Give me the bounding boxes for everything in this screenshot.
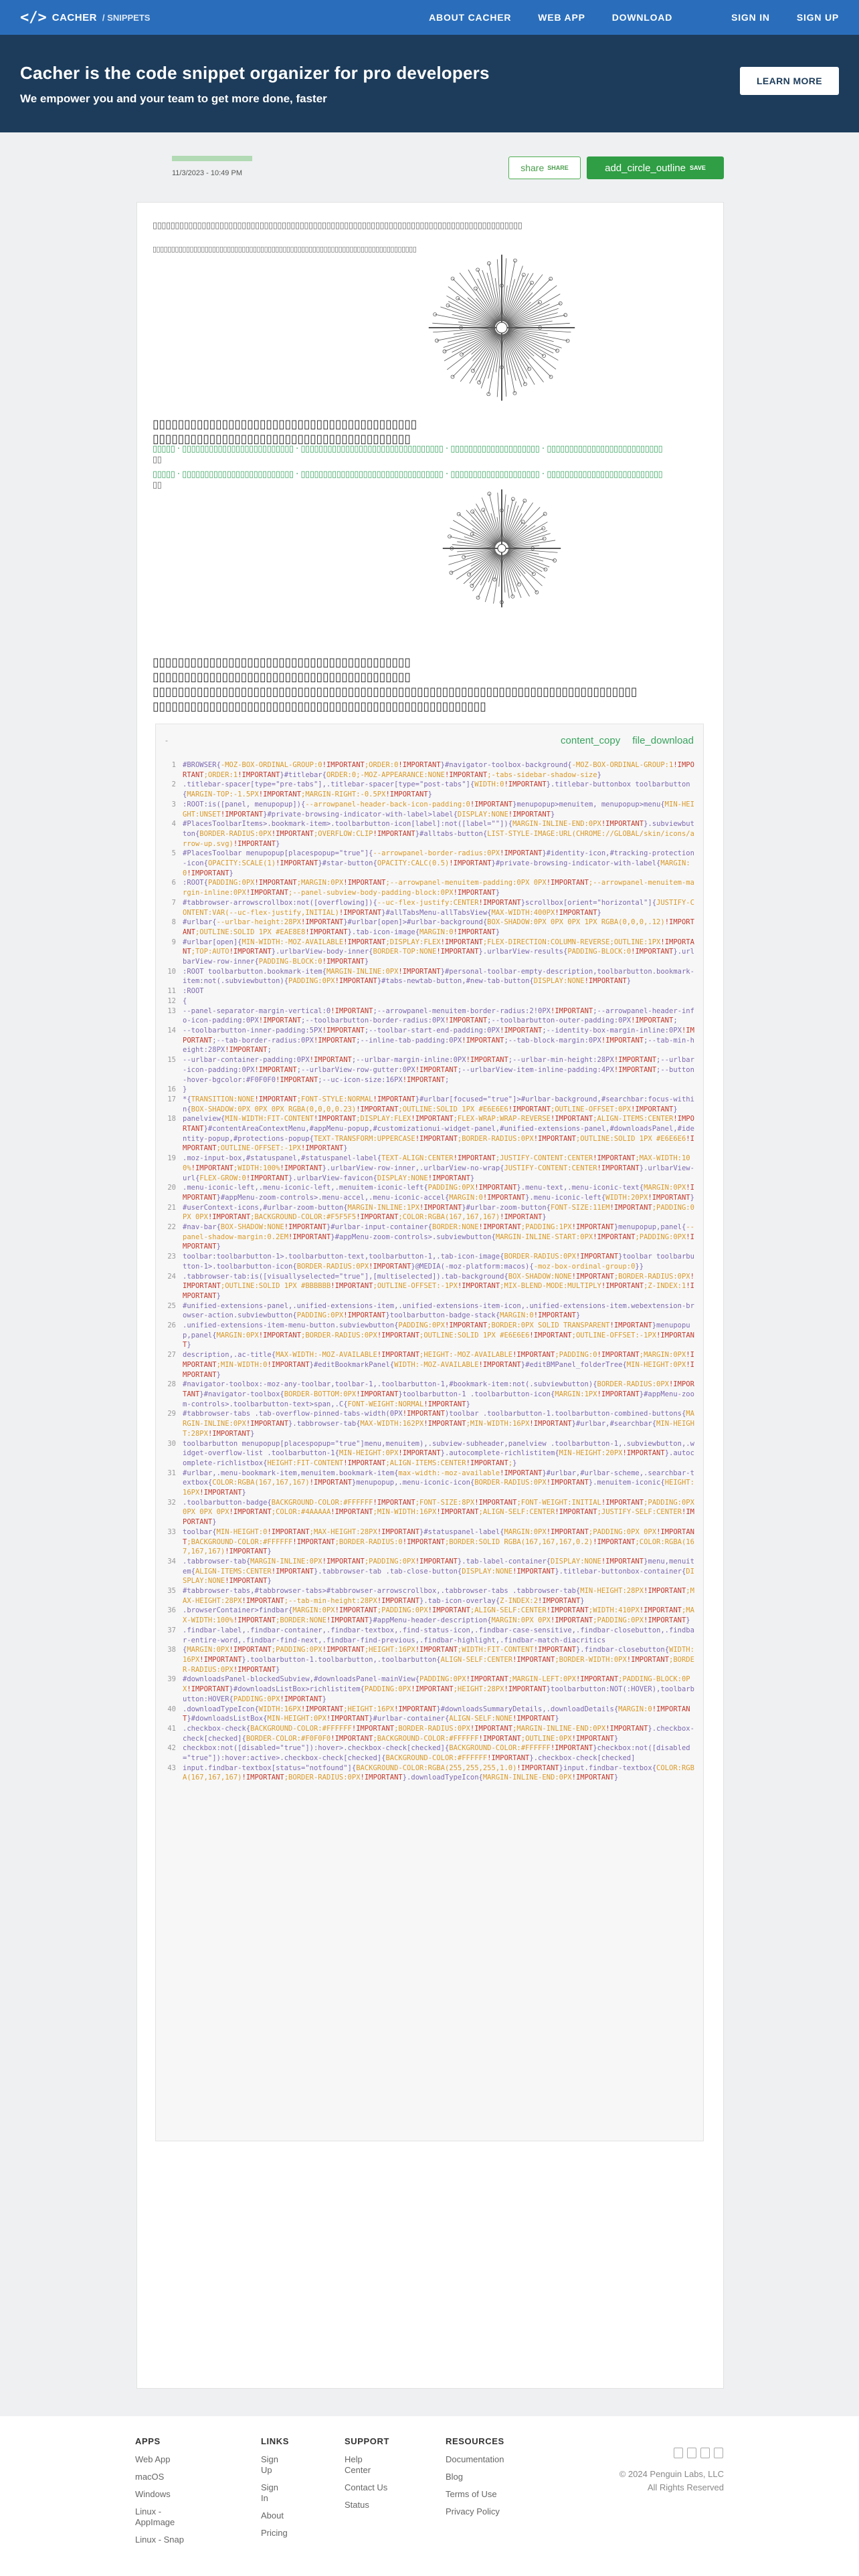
nav-link-sign-in[interactable]: SIGN IN (731, 12, 770, 23)
line-number: 21 (167, 1203, 176, 1212)
radial-spoke (508, 331, 559, 360)
radial-spoke (503, 261, 515, 322)
rights-text: All Rights Reserved (647, 2482, 724, 2492)
code-line (156, 819, 703, 849)
radial-spoke (497, 259, 501, 321)
share-icon: share (520, 163, 545, 173)
code-line (156, 918, 703, 937)
line-number: 43 (167, 1763, 176, 1772)
line-number: 12 (167, 996, 176, 1005)
radial-spoke (444, 331, 496, 361)
radial-node (468, 573, 471, 576)
radial-spoke (504, 554, 521, 598)
line-number: 29 (167, 1410, 176, 1418)
code-text: .tabbrowser-tab{MARGIN-INLINE:0PX!IMPORTANT;PADDING:0PX!IMPORTANT}.tab-label-container{DISPLAY:NONE!IMPORTANT}menu,menuitem{ALIGN-ITEMS:CENTER!IMPORTANT}.tabbrowser-tab .tab-close-button{DISPLAY:NONE!IMPORTANT}.titlebar-buttonbox-container{DISPLAY:NONE!IMPORTANT} (183, 1557, 694, 1586)
code-text: #PlacesToolbar menupopup[placespopup="true"]{--arrowpanel-border-radius:0PX!IMPORTANT}#identity-icon,#tracking-protection-icon{OPACITY:SCALE(1)!IMPORTANT}#star-button{OPACITY:CALC(0.5)!IMPORTANT}#private-browsing-indicator-with-label{MARGIN:0!IMPORTANT} (183, 849, 694, 877)
radial-spoke (508, 552, 543, 572)
radial-spoke (508, 315, 565, 326)
code-text: toolbar{MIN-HEIGHT:0!IMPORTANT;MAX-HEIGHT:28PX!IMPORTANT}#statuspanel-label{MARGIN:0PX!IMPORTANT;PADDING:0PX 0PX!IMPORTANT;BACKGROUND-COLOR:#FFFFFF!IMPORTANT;BORDER-RADIUS:0!IMPORTANT;BORDER:SOLID RGBA(167,167,167,0.2)!IMPORTANT;COLOR:RGBA(167,167,167)!IMPORTANT} (183, 1527, 694, 1556)
code-line (156, 800, 703, 819)
code-text: :ROOT toolbarbutton.bookmark-item{MARGIN-INLINE:0PX!IMPORTANT}#personal-toolbar-empty-description,toolbarbutton.bookmark-item:not(.subviewbutton){PADDING:0PX!IMPORTANT}#tabs-newtab-button,#new-tab-button{DISPLAY:NONE!IMPORTANT} (183, 967, 694, 986)
download-icon[interactable]: file_download (632, 734, 694, 746)
radial-node (457, 512, 460, 516)
glyph-line: ▯▯ (153, 455, 162, 465)
footer-heading: RESOURCES (446, 2436, 504, 2446)
radial-node (556, 349, 559, 352)
code-line (156, 1095, 703, 1114)
copyright (619, 2468, 724, 2494)
radial-spoke (468, 270, 498, 322)
footer-link-documentation[interactable]: Documentation (446, 2454, 504, 2464)
code-line (156, 1557, 703, 1586)
line-number: 27 (167, 1351, 176, 1360)
code-line (156, 967, 703, 986)
section-glyph-line: ▯▯▯▯▯▯▯▯▯▯▯▯▯▯▯▯▯▯▯▯▯▯▯▯▯▯▯▯▯▯▯▯▯▯▯▯▯▯▯▯▯▯▯▯▯▯▯▯▯▯▯▯▯ (153, 700, 486, 714)
radial-node (549, 277, 553, 280)
line-number: 11 (167, 987, 176, 996)
line-number: 22 (167, 1223, 176, 1232)
code-line (156, 986, 703, 996)
line-number: 1 (171, 761, 176, 769)
code-text: #nav-bar{BOX-SHADOW:NONE!IMPORTANT}#urlbar-input-container{BORDER:NONE!IMPORTANT;PADDING:1PX!IMPORTANT}menupopup,panel{--panel-shadow-margin:0.2EM!IMPORTANT}#appMenu-zoom-controls>.subviewbutton{MARGIN-INLINE-START:0PX!IMPORTANT;PADDING:0PX!IMPORTANT} (183, 1223, 694, 1251)
radial-node (471, 369, 474, 372)
line-number: 24 (167, 1272, 176, 1281)
code-line (156, 996, 703, 1006)
code-text: { (183, 996, 187, 1005)
line-number: 5 (171, 849, 176, 858)
snippet-meta (172, 156, 252, 179)
code-text: {MARGIN:0PX!IMPORTANT;PADDING:0PX!IMPORTANT;HEIGHT:16PX!IMPORTANT;WIDTH:FIT-CONTENT!IMPORTANT}.findbar-closebutton{WIDTH:16PX!IMPORTANT}.toolbarbutton-1.toolbarbutton,.toolbarbutton{ALIGN-SELF:CENTER!IMPORTANT;BORDER-WIDTH:0PX!IMPORTANT;BORDER-RADIUS:0PX!IMPORTANT} (183, 1646, 694, 1674)
line-number: 8 (171, 918, 176, 927)
radial-node (535, 591, 539, 594)
radial-spoke (508, 323, 570, 327)
radial-spoke (482, 498, 499, 542)
radial-node (542, 526, 545, 530)
code-text: panelview{MIN-WIDTH:FIT-CONTENT!IMPORTANT;DISPLAY:FLEX!IMPORTANT;FLEX-WRAP:WRAP-REVERSE!IMPORTANT;ALIGN-ITEMS:CENTER!IMPORTANT}#contentAreaContextMenu,#appMenu-popup,#customizationui-widget-panel,#unified-extensions-panel,#downloadsPanel,#identity-popup,#protections-popup{TEXT-TRANSFORM:UPPERCASE!IMPORTANT;BORDER-RADIUS:0PX!IMPORTANT;OUTLINE:SOLID 1PX #E6E6E6!IMPORTANT;OUTLINE-OFFSET:-1PX!IMPORTANT} (183, 1115, 694, 1153)
code-text: input.findbar-textbox[status="notfound"]{BACKGROUND-COLOR:RGBA(255,255,255,1.0)!IMPORTANT}input.findbar-textbox{COLOR:RGBA(167,167,167)!IMPORTANT;BORDER-RADIUS:0PX!IMPORTANT}.downloadTypeIcon{MARGIN-INLINE-END:0PX!IMPORTANT} (183, 1763, 694, 1782)
save-button-label: SAVE (690, 165, 706, 171)
line-number: 20 (167, 1184, 176, 1192)
radial-spoke (447, 332, 496, 370)
line-number: 6 (171, 879, 176, 887)
code-line (156, 1626, 703, 1645)
footer-links-column (261, 2416, 289, 2545)
code-text: #urlbar{--urlbar-height:28PX!IMPORTANT}#urlbar[open]>#urlbar-background{BOX-SHADOW:0PX 0PX 0PX 1PX RGBA(0,0,0,.12)!IMPORTANT;OUTLINE:SOLID 1PX #EAE8E8!IMPORTANT}.tab-icon-image{MARGIN:0!IMPORTANT} (183, 918, 694, 936)
code-text: .moz-input-box,#statuspanel,#statuspanel-label{TEXT-ALIGN:CENTER!IMPORTANT;JUSTIFY-CONTENT:CENTER!IMPORTANT;MAX-WIDTH:100%!IMPORTANT;WIDTH:100%!IMPORTANT}.urlbarView-row-inner,.urlbarView-no-wrap{JUSTIFY-CONTENT:CENTER!IMPORTANT}.urlbarView-url{FLEX-GROW:0!IMPORTANT}.urlbarView-favicon{DISPLAY:NONE!IMPORTANT} (183, 1154, 694, 1182)
code-text: #tabbrowser-arrowscrollbox:not([overflowing]){--uc-flex-justify:CENTER!IMPORTANT}scrollbox[orient="horizontal"]{JUSTIFY-CONTENT:VAR(--uc-flex-justify,INITIAL)!IMPORTANT}#allTabsMenu-allTabsView{MAX-WIDTH:400PX!IMPORTANT} (183, 898, 694, 917)
footer-link-status[interactable]: Status (345, 2500, 369, 2510)
radial-spoke (502, 258, 506, 321)
footer-resources-column (446, 2416, 504, 2524)
radial-spoke (472, 528, 496, 544)
code-line (156, 1586, 703, 1606)
footer-link-terms[interactable]: Terms of Use (446, 2489, 497, 2499)
nav-link-sign-up[interactable]: SIGN UP (796, 12, 839, 23)
line-number: 14 (167, 1026, 176, 1035)
glyph-line: ▯▯ (153, 480, 162, 490)
footer-apps-column (135, 2416, 189, 2552)
snippet-author-link[interactable] (172, 156, 252, 161)
code-block-header (156, 724, 703, 756)
radial-node (544, 568, 547, 571)
code-text: toolbar:toolbarbutton-1>.toolbarbutton-text,toolbarbutton-1,.tab-icon-image{BORDER-RADIUS:0PX!IMPORTANT}toolbar toolbarbutton-1>.toolbarbutton-icon{BORDER-RADIUS:0PX!IMPORTANT}@MEDIA(-moz-platform:macos){-moz-box-ordinal-group:0}} (183, 1253, 694, 1271)
code-text: #userContext-icons,#urlbar-zoom-button{MARGIN-INLINE:1PX!IMPORTANT}#urlbar-zoom-button{FONT-SIZE:11EM!IMPORTANT;PADDING:0PX 0PX!IMPORTANT;BACKGROUND-COLOR:#F5F5F5!IMPORTANT;COLOR:RGBA(167,167,167)!IMPORTANT} (183, 1203, 694, 1222)
code-text: #tabbrowser-tabs .tab-overflow-pinned-tabs-width(0PX!IMPORTANT)toolbar .toolbarbutton-1.toolbarbutton-combined-buttons{MARGIN-INLINE:0PX!IMPORTANT}.tabbrowser-tab{MAX-WIDTH:162PX!IMPORTANT;MIN-WIDTH:16PX!IMPORTANT}#urlbar,#searchbar{MIN-HEIGHT:28PX!IMPORTANT} (183, 1410, 694, 1438)
section-glyph-line: ▯▯▯▯▯▯▯▯▯▯▯▯▯▯▯▯▯▯▯▯▯▯▯▯▯▯▯▯▯▯▯▯▯▯▯▯▯▯▯▯▯ (153, 670, 411, 684)
radial-diagram-image (428, 254, 575, 401)
line-number: 33 (167, 1527, 176, 1536)
radial-spoke (508, 329, 568, 341)
twitter-icon[interactable] (687, 2448, 696, 2458)
code-text: } (183, 1085, 187, 1094)
code-text: --urlbar-container-padding:0PX!IMPORTANT;--urlbar-margin-inline:0PX!IMPORTANT;--urlbar-min-height:28PX!IMPORTANT;--urlbar-icon-padding:0PX!IMPORTANT;--urlbarView-row-gutter:0PX!IMPORTANT;--urlbarView-item-inline-padding:4PX!IMPORTANT;--button-hover-bgcolor:#F0F0F0!IMPORTANT;--uc-icon-size:16PX!IMPORTANT; (183, 1056, 694, 1084)
code-line (156, 1439, 703, 1469)
radial-spoke (437, 329, 495, 340)
code-line (156, 1006, 703, 1026)
footer-link-macos[interactable]: macOS (135, 2472, 165, 2482)
radial-spoke (476, 288, 498, 322)
code-line (156, 1026, 703, 1055)
description-glyph-line: ▯▯▯▯▯▯▯▯▯▯▯▯▯▯▯▯▯▯▯▯▯▯▯▯▯▯▯▯▯▯▯▯▯▯▯▯▯▯▯▯▯▯▯▯▯▯▯▯▯▯▯▯▯▯▯▯▯▯▯▯▯▯▯▯▯▯▯▯▯▯▯▯▯▯▯▯▯▯▯▯▯▯▯ (153, 221, 522, 231)
radial-spoke (508, 294, 561, 324)
line-number: 23 (167, 1253, 176, 1261)
social-links (674, 2448, 723, 2458)
line-number: 2 (171, 780, 176, 789)
code-line (156, 1469, 703, 1498)
section-glyph-line: ▯▯▯▯▯▯▯▯▯▯▯▯▯▯▯▯▯▯▯▯▯▯▯▯▯▯▯▯▯▯▯▯▯▯▯▯▯▯▯▯▯ (153, 432, 411, 446)
footer-link-pricing[interactable]: Pricing (261, 2528, 288, 2538)
line-number: 28 (167, 1380, 176, 1389)
line-number: 9 (171, 938, 176, 946)
code-text: *{TRANSITION:NONE!IMPORTANT;FONT-STYLE:NORMAL!IMPORTANT}#urlbar[focused="true"]>#urlbar-background,#searchbar:focus-within{BOX-SHADOW:0PX 0PX 0PX RGBA(0,0,0,0.23)!IMPORTANT;OUTLINE:SOLID 1PX #E6E6E6!IMPORTANT;OUTLINE-OFFSET:0PX!IMPORTANT} (183, 1095, 694, 1113)
share-button-label: SHARE (547, 165, 569, 171)
radial-diagram-image (442, 488, 562, 609)
line-number: 39 (167, 1675, 176, 1684)
footer-heading: SUPPORT (345, 2436, 390, 2446)
nav-link-about[interactable]: ABOUT CACHER (429, 12, 512, 23)
code-line (156, 849, 703, 878)
line-number: 40 (167, 1705, 176, 1713)
brand-name: CACHER (52, 11, 97, 23)
radial-node (470, 532, 474, 536)
radial-node (517, 582, 520, 586)
radial-spoke (435, 314, 495, 326)
code-text: toolbarbutton menupopup[placespopup="true"]menu,menuitem),.subview-subheader,panelview .toolbarbutton-1,.subviewbutton,.widget-overflow-list .toolbarbutton-1{MIN-HEIGHT:0PX!IMPORTANT}.autocomplete-richlistitem{MIN-HEIGHT:20PX!IMPORTANT}.autocomplete-richlistbox{HEIGHT:FIT-CONTENT!IMPORTANT;ALIGN-ITEMS:CENTER!IMPORTANT;} (183, 1439, 694, 1467)
line-number: 35 (167, 1587, 176, 1596)
code-line (156, 938, 703, 967)
radial-node (539, 300, 542, 304)
radial-spoke (432, 323, 495, 327)
code-line (156, 1301, 703, 1321)
radial-spoke (470, 334, 498, 384)
code-text: :ROOT (183, 987, 204, 996)
line-number: 26 (167, 1321, 176, 1330)
line-number: 17 (167, 1095, 176, 1103)
copy-icon[interactable]: content_copy (561, 734, 621, 746)
code-line (156, 1606, 703, 1625)
line-number: 37 (167, 1626, 176, 1634)
line-number: 42 (167, 1744, 176, 1753)
glyph-link-line[interactable]: ▯▯▯▯▯ · ▯▯▯▯▯▯▯▯▯▯▯▯▯▯▯▯▯▯▯▯▯▯▯▯▯ · ▯▯▯▯▯▯▯▯▯▯▯▯▯▯▯▯▯▯▯▯▯▯▯▯▯▯▯▯▯▯▯▯ · ▯▯▯▯▯▯▯▯▯▯▯▯▯▯▯▯▯▯▯▯ · ▯▯▯▯▯▯▯▯▯▯▯▯▯▯▯▯▯▯▯▯▯▯▯▯▯▯ (153, 469, 663, 479)
code-line (156, 1527, 703, 1557)
code-line (156, 780, 703, 799)
github-icon[interactable] (700, 2448, 710, 2458)
code-text: --toolbarbutton-inner-padding:5PX!IMPORTANT;--toolbar-start-end-padding:0PX!IMPORTANT;--identity-box-margin-inline:0PX!IMPORTANT;--tab-border-radius:0PX!IMPORTANT;--inline-tab-padding:0PX!IMPORTANT;--tab-block-margin:0PX!IMPORTANT;--tab-min-height:28PX!IMPORTANT; (183, 1026, 694, 1055)
radial-spoke (507, 286, 557, 324)
top-nav (0, 0, 859, 35)
code-line (156, 1675, 703, 1704)
code-line (156, 1154, 703, 1183)
radial-spoke (450, 528, 496, 546)
line-number: 16 (167, 1085, 176, 1094)
code-line (156, 1183, 703, 1202)
code-text: #unified-extensions-panel,.unified-extensions-item,.unified-extensions-item-icon,.unified-extensions-item.webextension-browser-action.subviewbutton{PADDING:0PX!IMPORTANT}toolbarbutton-badge-stack{MARGIN:0!IMPORTANT} (183, 1301, 694, 1320)
radial-spoke (505, 334, 535, 385)
line-number: 15 (167, 1056, 176, 1065)
description-glyph-line: ▯▯▯▯▯▯▯▯▯▯▯▯▯▯▯▯▯▯▯▯▯▯▯▯▯▯▯▯▯▯▯▯▯▯▯▯▯▯▯▯▯▯▯▯▯▯▯▯▯▯▯▯▯▯▯▯▯▯▯▯▯▯▯▯▯▯▯▯▯▯▯ (153, 245, 417, 253)
line-number: 34 (167, 1557, 176, 1566)
section-glyph-line: ▯▯▯▯▯▯▯▯▯▯▯▯▯▯▯▯▯▯▯▯▯▯▯▯▯▯▯▯▯▯▯▯▯▯▯▯▯▯▯▯▯ (153, 655, 411, 669)
code-line (156, 898, 703, 918)
code-text: description,.ac-title{MAX-WIDTH:-MOZ-AVAILABLE!IMPORTANT;HEIGHT:-MOZ-AVAILABLE!IMPORTANT;PADDING:0!IMPORTANT;MARGIN:0PX!IMPORTANT;MIN-WIDTH:0!IMPORTANT}#editBookmarkPanel{WIDTH:-MOZ-AVAILABLE!IMPORTANT}#editBMPanel_folderTree{MIN-HEIGHT:0PX!IMPORTANT} (183, 1351, 694, 1379)
code-text: #BROWSER{-MOZ-BOX-ORDINAL-GROUP:0!IMPORTANT;ORDER:0!IMPORTANT}#navigator-toolbox-background{-MOZ-BOX-ORDINAL-GROUP:1!IMPORTANT;ORDER:1!IMPORTANT}#titlebar{ORDER:0;-MOZ-APPEARANCE:NONE!IMPORTANT;-tabs-sidebar-shadow-size} (183, 761, 694, 779)
footer-link-privacy[interactable]: Privacy Policy (446, 2506, 500, 2516)
radial-node (521, 520, 524, 524)
code-line (156, 1498, 703, 1527)
footer-heading: LINKS (261, 2436, 289, 2446)
code-text: #downloadsPanel-blockedSubview,#downloadsPanel-mainView{PADDING:0PX!IMPORTANT;MARGIN-LEFT:0PX!IMPORTANT;PADDING-BLOCK:0PX!IMPORTANT}#downloadsListBox>richlistitem{PADDING:0PX!IMPORTANT;HEIGHT:28PX!IMPORTANT}toolbarbutton:NOT(:HOVER),toolbarbutton:HOVER{PADDING:0PX!IMPORTANT} (183, 1675, 694, 1703)
nav-link-download[interactable]: DOWNLOAD (611, 12, 673, 23)
code-text: --panel-separator-margin-vertical:0!IMPORTANT;--arrowpanel-menuitem-border-radius:2!0PX!IMPORTANT;--arrowpanel-header-info-icon-padding:0PX!IMPORTANT;--toolbarbutton-border-radius:0PX!IMPORTANT;--toolbarbutton-outer-padding:0PX!IMPORTANT; (183, 1006, 694, 1025)
code-text: .menu-iconic-left,.menu-iconic-left,.menuitem-iconic-left{PADDING:0PX!IMPORTANT}.menu-text,.menu-iconic-text{MARGIN:0PX!IMPORTANT}#appMenu-zoom-controls>.menu-accel,.menu-iconic-accel{MARGIN:0!IMPORTANT}.menu-iconic-left{WIDTH:20PX!IMPORTANT} (183, 1184, 694, 1202)
code-text: .checkbox-check{BACKGROUND-COLOR:#FFFFFF!IMPORTANT;BORDER-RADIUS:0PX!IMPORTANT;MARGIN-INLINE-END:0PX!IMPORTANT}.checkbox-check[checked]{BORDER-COLOR:#F0F0F0!IMPORTANT;BACKGROUND-COLOR:#FFFFFF!IMPORTANT;OUTLINE:0PX!IMPORTANT} (183, 1724, 694, 1743)
code-line (156, 1380, 703, 1409)
line-number: 36 (167, 1606, 176, 1615)
footer (0, 2416, 859, 2576)
learn-more-button[interactable]: LEARN MORE (740, 67, 839, 95)
footer-link-windows[interactable]: Windows (135, 2489, 171, 2499)
footer-heading: APPS (135, 2436, 161, 2446)
copyright-text: © 2024 Penguin Labs, LLC (619, 2469, 724, 2479)
radial-spoke (460, 273, 498, 322)
line-number: 32 (167, 1498, 176, 1507)
code-line (156, 1252, 703, 1271)
line-number: 18 (167, 1115, 176, 1123)
footer-support-column (345, 2416, 389, 2517)
code-lines (156, 760, 703, 1783)
hero-subtitle: We empower you and your team to get more done, faster (20, 92, 327, 105)
radial-spoke (503, 334, 515, 393)
line-number: 25 (167, 1301, 176, 1310)
footer-link-sign-in[interactable]: Sign In (261, 2482, 279, 2503)
code-brackets-icon: </> (20, 9, 47, 26)
save-snippet-button[interactable] (587, 156, 724, 179)
footer-link-contact-us[interactable]: Contact Us (345, 2482, 388, 2492)
code-line (156, 1055, 703, 1085)
code-line (156, 1743, 703, 1763)
code-text: .tabbrowser-tab:is([visuallyselected="true"],[multiselected]).tab-background{BOX-SHADOW:NONE!IMPORTANT;BORDER-RADIUS:0PX!IMPORTANT;OUTLINE:SOLID 1PX #BBBBBB!IMPORTANT;OUTLINE-OFFSET:-1PX!IMPORTANT;MIX-BLEND-MODE:MULTIPLY!IMPORTANT;Z-INDEX:1!IMPORTANT} (183, 1272, 694, 1300)
line-number: 30 (167, 1439, 176, 1448)
code-line (156, 1272, 703, 1301)
facebook-icon[interactable] (674, 2448, 683, 2458)
line-number: 4 (171, 820, 176, 829)
radial-node (522, 273, 525, 276)
line-number: 31 (167, 1469, 176, 1477)
code-line (156, 1114, 703, 1154)
line-number: 3 (171, 800, 176, 809)
line-number: 10 (167, 967, 176, 976)
code-text: :ROOT{PADDING:0PX!IMPORTANT;MARGIN:0PX!IMPORTANT;--arrowpanel-menuitem-padding:0PX 0PX!IMPORTANT;--arrowpanel-menuitem-margin-inline:0PX!IMPORTANT;--panel-subview-body-padding-block:0PX!IMPORTANT} (183, 879, 694, 897)
code-text: .unified-extensions-item-menu-button.subviewbutton{PADDING:0PX!IMPORTANT;BORDER:0PX SOLID TRANSPARENT!IMPORTANT}menupopup,panel{MARGIN:0PX!IMPORTANT;BORDER-RADIUS:0PX!IMPORTANT;OUTLINE:SOLID 1PX #E6E6E6!IMPORTANT;OUTLINE-OFFSET:-1PX!IMPORTANT} (183, 1321, 694, 1350)
code-text: .findbar-label,.findbar-container,.findbar-textbox,.find-status-icon,.findbar-case-sensitive,.findbar-closebutton,.findbar-entire-word,.findbar-find-next,.findbar-find-previous,.findbar-highlight,.findbar-match-diacritics (183, 1626, 694, 1644)
code-text: checkbox:not([disabled="true"]):hover>.checkbox-check[checked]{BACKGROUND-COLOR:#FFFFFF!IMPORTANT}checkbox:not([disabled="true"]):hover:active>.checkbox-check[checked]{BACKGROUND-COLOR:#FFFFFF!IMPORTANT}.checkbox-check[checked] (183, 1744, 690, 1763)
code-line (156, 1085, 703, 1095)
code-text: .downloadTypeIcon{WIDTH:16PX!IMPORTANT;HEIGHT:16PX!IMPORTANT}#downloadsSummaryDetails,.downloadDetails{MARGIN:0!IMPORTANT}#downloadsListBox{MIN-HEIGHT:0PX!IMPORTANT}#urlbar-container{ALIGN-SELF:NONE!IMPORTANT} (183, 1705, 690, 1723)
code-text: .toolbarbutton-badge{BACKGROUND-COLOR:#FFFFFF!IMPORTANT;FONT-SIZE:8PX!IMPORTANT;FONT-WEIGHT:INITIAL!IMPORTANT;PADDING:0PX 0PX 0PX 0PX!IMPORTANT;COLOR:#4AAAAA!IMPORTANT;MIN-WIDTH:16PX!IMPORTANT;ALIGN-SELF:CENTER!IMPORTANT;JUSTIFY-SELF:CENTER!IMPORTANT} (183, 1498, 694, 1527)
code-text: .titlebar-spacer[type="pre-tabs"],.titlebar-spacer[type="post-tabs"]{WIDTH:0!IMPORTANT}.titlebar-buttonbox toolbarbutton{MARGIN-TOP:-1.5PX!IMPORTANT;MARGIN-RIGHT:-0.5PX!IMPORTANT} (183, 780, 690, 799)
code-line (156, 1222, 703, 1252)
code-text: #urlbar,.menu-bookmark-item,menuitem.bookmark-item{max-width:-moz-available!IMPORTANT}#urlbar,#urlbar-scheme,.searchbar-textbox{COLOR:RGBA(167,167,167)!IMPORTANT}menupopup,.menu-iconic-icon{BORDER-RADIUS:0PX!IMPORTANT}.menuitem-iconic{HEIGHT:16PX!IMPORTANT} (183, 1469, 694, 1497)
line-number: 19 (167, 1154, 176, 1163)
hero-title: Cacher is the code snippet organizer for pro developers (20, 63, 490, 83)
hero-banner (0, 35, 859, 132)
radial-spoke (502, 334, 506, 397)
radial-node (482, 508, 485, 512)
code-line (156, 1705, 703, 1724)
brand-logo[interactable] (20, 9, 150, 26)
code-line (156, 1203, 703, 1222)
code-line (156, 1350, 703, 1380)
share-button[interactable] (508, 156, 581, 179)
code-file-name: - (165, 736, 168, 745)
code-line (156, 1321, 703, 1350)
code-text: #PlacesToolbarItems>.bookmark-item>.toolbarbutton-icon[label]:not([label=""]){MARGIN-INLINE-END:0PX!IMPORTANT}.subviewbutton{BORDER-RADIUS:0PX!IMPORTANT;OVERFLOW:CLIP!IMPORTANT}#alltabs-button{LIST-STYLE-IMAGE:URL(CHROME://GLOBAL/skin/icons/arrow-up.svg)!IMPORTANT} (183, 820, 694, 848)
code-block (155, 724, 704, 2141)
radial-spoke (489, 263, 500, 321)
radial-spoke (488, 334, 500, 394)
footer-link-web-app[interactable]: Web App (135, 2454, 171, 2464)
nav-link-web-app[interactable]: WEB APP (538, 12, 585, 23)
radial-spoke (508, 328, 571, 332)
footer-link-help-center[interactable]: Help Center (345, 2454, 371, 2475)
footer-link-sign-up[interactable]: Sign Up (261, 2454, 279, 2475)
section-glyph-line: ▯▯▯▯▯▯▯▯▯▯▯▯▯▯▯▯▯▯▯▯▯▯▯▯▯▯▯▯▯▯▯▯▯▯▯▯▯▯▯▯▯▯▯▯▯▯▯▯▯▯▯▯▯▯▯▯▯▯▯▯▯▯▯▯▯▯▯▯▯▯▯▯▯▯▯▯▯ (153, 685, 638, 699)
radial-spoke (508, 551, 549, 567)
footer-link-linux-snap[interactable]: Linux - Snap (135, 2535, 184, 2545)
glyph-link-line[interactable]: ▯▯▯▯▯ · ▯▯▯▯▯▯▯▯▯▯▯▯▯▯▯▯▯▯▯▯▯▯▯▯▯ · ▯▯▯▯▯▯▯▯▯▯▯▯▯▯▯▯▯▯▯▯▯▯▯▯▯▯▯▯▯▯▯▯ · ▯▯▯▯▯▯▯▯▯▯▯▯▯▯▯▯▯▯▯▯ · ▯▯▯▯▯▯▯▯▯▯▯▯▯▯▯▯▯▯▯▯▯▯▯▯▯▯ (153, 444, 663, 454)
radial-node (451, 277, 454, 280)
code-text: #navigator-toolbox:-moz-any-toolbar,toolbar-1,.toolbarbutton-1,#bookmark-item:not(.subviewbutton){BORDER-RADIUS:0PX!IMPORTANT}#navigator-toolbox{BORDER-BOTTOM:0PX!IMPORTANT}toolbarbutton-1 .toolbarbutton-icon{MARGIN:1PX!IMPORTANT}#appMenu-zoom-controls>.toolbarbutton-text>span,.C{FONT-WEIGHT:NORMAL!IMPORTANT} (183, 1380, 694, 1408)
code-text: :ROOT:is([panel, menupopup]){--arrowpanel-header-back-icon-padding:0!IMPORTANT}menupopup>menuitem, menupopup>menu{MIN-HEIGHT:UNSET!IMPORTANT}#private-browsing-indicator-with-label>label{DISPLAY:NONE!IMPORTANT} (183, 800, 694, 819)
snippet-date: 11/3/2023 - 10:49 PM (172, 169, 242, 177)
email-icon[interactable] (714, 2448, 723, 2458)
code-line (156, 1409, 703, 1438)
line-number: 13 (167, 1006, 176, 1015)
add-circle-outline-icon: add_circle_outline (605, 162, 686, 174)
line-number: 41 (167, 1724, 176, 1733)
code-text: #tabbrowser-tabs,#tabbrowser-tabs>#tabbrowser-arrowscrollbox,.tabbrowser-tabs .tabbrowser-tab{MIN-HEIGHT:28PX!IMPORTANT;MAX-HEIGHT:28PX!IMPORTANT;--tab-min-height:28PX!IMPORTANT}.tab-icon-overlay{Z-INDEX:2!IMPORTANT} (183, 1587, 694, 1605)
code-line (156, 1724, 703, 1743)
code-line (156, 878, 703, 897)
footer-link-linux-appimage[interactable]: Linux - AppImage (135, 2506, 175, 2527)
footer-link-blog[interactable]: Blog (446, 2472, 464, 2482)
line-number: 7 (171, 898, 176, 907)
section-glyph-line: ▯▯▯▯▯▯▯▯▯▯▯▯▯▯▯▯▯▯▯▯▯▯▯▯▯▯▯▯▯▯▯▯▯▯▯▯▯▯▯▯▯▯ (153, 417, 417, 431)
code-line (156, 1645, 703, 1675)
line-number: 38 (167, 1646, 176, 1654)
brand-sub: / SNIPPETS (102, 12, 151, 23)
footer-link-about[interactable]: About (261, 2510, 284, 2520)
radial-node (443, 350, 446, 353)
code-text: .browserContainer>findbar{MARGIN:0PX!IMPORTANT;PADDING:0PX!IMPORTANT;ALIGN-SELF:CENTER!IMPORTANT;WIDTH:410PX!IMPORTANT;MAX-WIDTH:100%!IMPORTANT;BORDER:NONE!IMPORTANT}#appMenu-header-description{MARGIN:0PX 0PX!IMPORTANT;PADDING:0PX!IMPORTANT} (183, 1606, 694, 1625)
code-line (156, 760, 703, 780)
radial-spoke (433, 328, 495, 332)
code-line (156, 1763, 703, 1783)
code-text: #urlbar[open]{MIN-WIDTH:-MOZ-AVAILABLE!IMPORTANT;DISPLAY:FLEX!IMPORTANT;FLEX-DIRECTION:COLUMN-REVERSE;OUTLINE:1PX!IMPORTANT;TOP:AUTO!IMPORTANT}.urlbarView-body-inner{BORDER-TOP:NONE!IMPORTANT}.urlbarView-results{PADDING-BLOCK:0!IMPORTANT}.urlbarView-row-inner{PADDING-BLOCK:0!IMPORTANT} (183, 938, 694, 966)
